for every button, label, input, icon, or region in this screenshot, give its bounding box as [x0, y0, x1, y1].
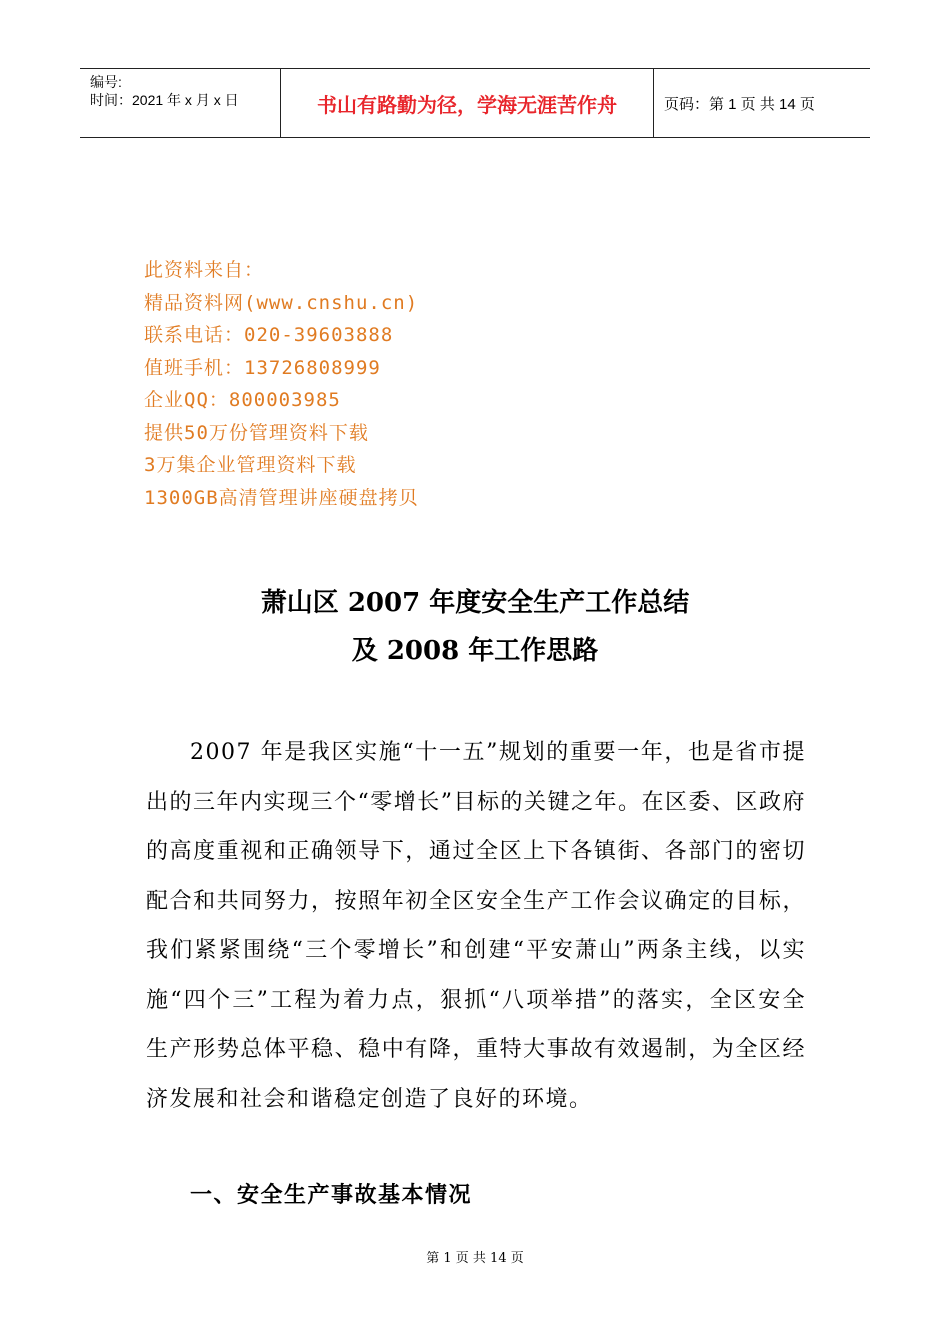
document-number-label: 编号: [90, 74, 122, 90]
source-line-offer-2: 3万集企业管理资料下载 [144, 454, 357, 476]
source-line-website: 精品资料网(www.cnshu.cn) [144, 291, 419, 314]
source-line-offer-1: 提供50万份管理资料下载 [144, 421, 369, 444]
header-motto: 书山有路勤为径，学海无涯苦作舟 [281, 69, 654, 137]
body-paragraph: 2007 年是我区实施“十一五”规划的重要一年，也是省市提出的三年内实现三个“零增长”目标的关键之年。在区委、区政府的高度重视和正确领导下，通过全区上下各镇街、各部门的密切配合和共同努力，按照年初全区安全生产工作会议确定的目标，我们紧紧围绕“三个零增长”和创建“平安萧山”两条主线，以实施“四个三”工程为着力点，狠抓“八项举措”的落实，全区安全生产形势总体平稳、稳中有降，重特大事故有效遏制，为全区经济发展和社会和谐稳定创造了良好的环境。 [146, 740, 806, 1112]
source-line-offer-3: 1300GB高清管理讲座硬盘拷贝 [144, 486, 419, 509]
page-header-table [80, 68, 870, 138]
header-page-info: 页码：第 1 页 共 14 页 [664, 95, 815, 113]
section-heading: 一、安全生产事故基本情况 [190, 1183, 473, 1208]
header-meta-cell [80, 69, 281, 137]
document-date-label: 时间：2021 年 x 月 x 日 [90, 92, 239, 108]
page-footer: 第 1 页 共 14 页 [426, 1251, 524, 1266]
source-line-phone: 联系电话：020-39603888 [144, 324, 394, 346]
source-info-block [144, 254, 419, 514]
source-line-intro: 此资料来自： [144, 259, 265, 281]
document-title-line1: 萧山区 2007 年度安全生产工作总结 [260, 588, 690, 618]
source-line-qq: 企业QQ：800003985 [144, 389, 341, 411]
source-line-mobile: 值班手机：13726808999 [144, 356, 381, 379]
document-title-line2: 及 2008 年工作思路 [351, 636, 599, 666]
